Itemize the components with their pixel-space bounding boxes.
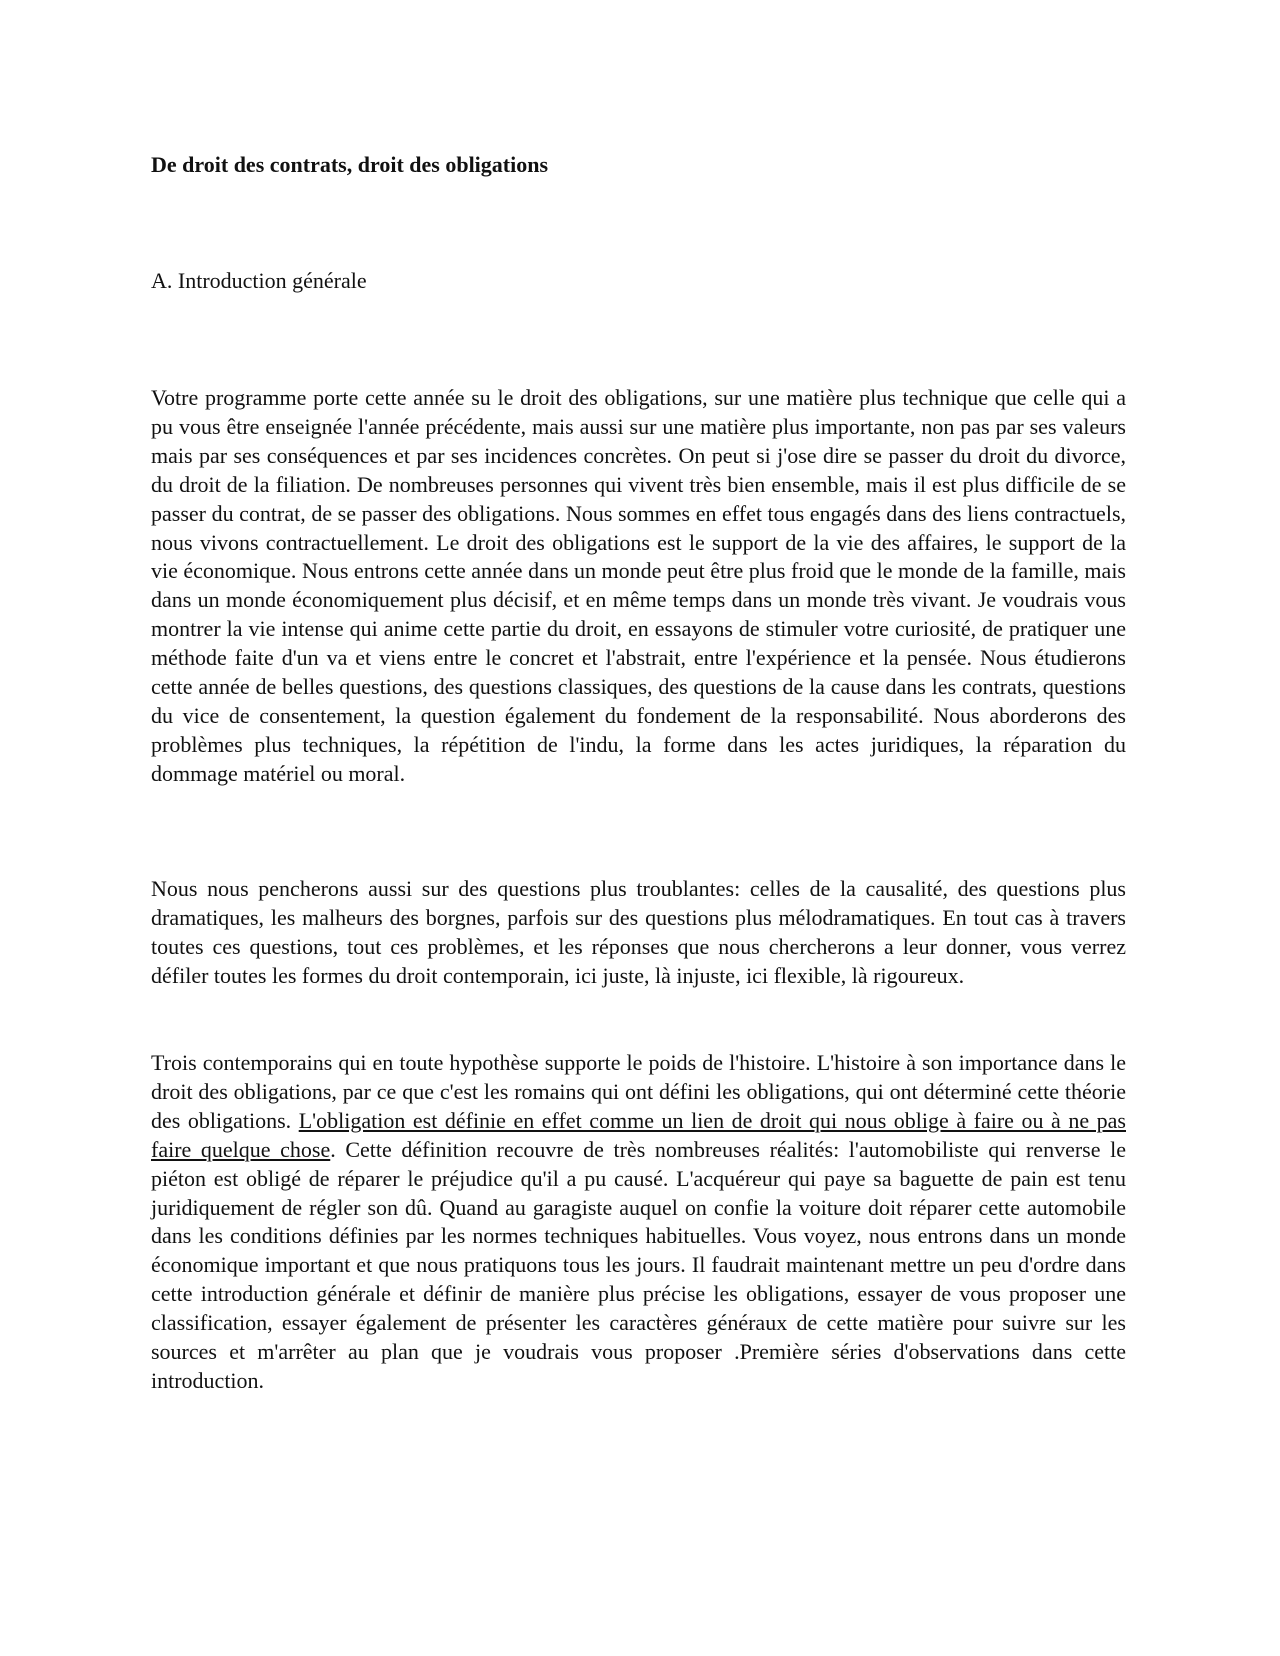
body-paragraph-2: Nous nous pencherons aussi sur des questions plus troublantes: celles de la causalité, des questions plus dramatiques, les malheurs des borgnes, parfois sur des questions plus mélodramatiques. En tout cas à travers toutes ces questions, tout ces problèmes, et les réponses que nous chercherons a leur donner, vous verrez défiler toutes les formes du droit contemporain, ici juste, là injuste, ici flexible, là rigoureux. bbox=[151, 876, 1126, 988]
document-title: De droit des contrats, droit des obligations bbox=[151, 152, 549, 177]
paragraph-3-text-before: Trois contemporains qui en toute hypothèse supporte le poids de l'histoire. L'histoire à son importance dans le droit des obligations, par ce que c'est les romains qui ont défini les obligations, qui ont déterminé cette théorie des obligations. bbox=[151, 1050, 1126, 1133]
underlined-definition: L'obligation est définie en effet comme un lien de droit qui nous oblige à faire ou à ne pas faire quelque chose bbox=[151, 1107, 1126, 1162]
body-paragraph-3 bbox=[151, 1049, 1126, 1396]
section-heading: A. Introduction générale bbox=[151, 268, 367, 293]
paragraph-3-text-after: . Cette définition recouvre de très nombreuses réalités: l'automobiliste qui renverse le piéton est obligé de réparer le préjudice qu'il a pu causé. L'acquéreur qui paye sa baguette de pain est tenu juridiquement de régler son dû. Quand au garagiste auquel on confie la voiture doit réparer cette automobile dans les conditions définies par les normes techniques habituelles. Vous voyez, nous entrons dans un monde économique important et que nous pratiquons tous les jours. Il faudrait maintenant mettre un peu d'ordre dans cette introduction générale et définir de manière plus précise les obligations, essayer de vous proposer une classification, essayer également de présenter les caractères généraux de cette matière pour suivre sur les sources et m'arrêter au plan que je voudrais vous proposer .Première séries d'observations dans cette introduction. bbox=[151, 1136, 1126, 1393]
body-paragraph-1: Votre programme porte cette année su le droit des obligations, sur une matière plus technique que celle qui a pu vous être enseignée l'année précédente, mais aussi sur une matière plus importante, non pas par ses valeurs mais par ses conséquences et par ses incidences concrètes. On peut si j'ose dire se passer du droit du divorce, du droit de la filiation. De nombreuses personnes qui vivent très bien ensemble, mais il est plus difficile de se passer du contrat, de se passer des obligations. Nous sommes en effet tous engagés dans des liens contractuels, nous vivons contractuellement. Le droit des obligations est le support de la vie des affaires, le support de la vie économique. Nous entrons cette année dans un monde peut être plus froid que le monde de la famille, mais dans un monde économiquement plus décisif, et en même temps dans un monde très vivant. Je voudrais vous montrer la vie intense qui anime cette partie du droit, en essayons de stimuler votre curiosité, de pratiquer une méthode faite d'un va et viens entre le concret et l'abstrait, entre l'expérience et la pensée. Nous étudierons cette année de belles questions, des questions classiques, des questions de la cause dans les contrats, questions du vice de consentement, la question également du fondement de la responsabilité. Nous aborderons des problèmes plus techniques, la répétition de l'indu, la forme dans les actes juridiques, la réparation du dommage matériel ou moral. bbox=[151, 385, 1126, 786]
